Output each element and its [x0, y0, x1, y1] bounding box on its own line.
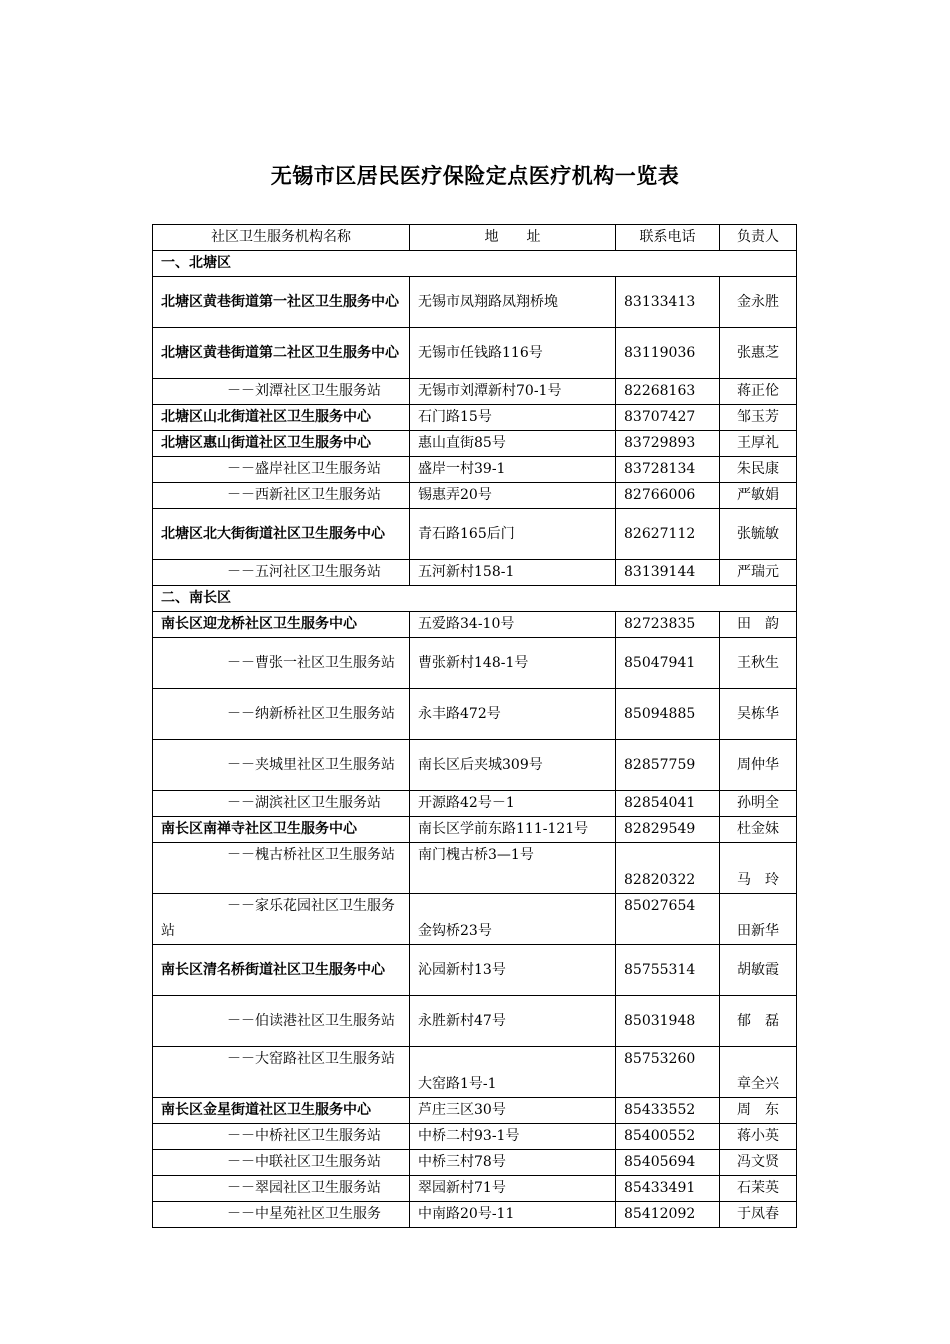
address-cell: 南长区学前东路111-121号: [410, 817, 616, 843]
person-cell: 金永胜: [720, 277, 797, 328]
name-cell: 南长区南禅寺社区卫生服务中心: [153, 817, 410, 843]
phone-cell: 83139144: [616, 560, 720, 586]
phone-cell: 82820322: [616, 843, 720, 894]
address-cell: 金钩桥23号: [410, 894, 616, 945]
person-cell: 章全兴: [720, 1047, 797, 1098]
name-cell: －－伯读港社区卫生服务站: [153, 996, 410, 1047]
phone-cell: 85031948: [616, 996, 720, 1047]
address-cell: 中桥二村93-1号: [410, 1124, 616, 1150]
table-row: [153, 379, 797, 405]
address-cell: 曹张新村148-1号: [410, 638, 616, 689]
name-cell: －－中星苑社区卫生服务: [153, 1202, 410, 1228]
phone-cell: 83707427: [616, 405, 720, 431]
address-cell: 南长区后夹城309号: [410, 740, 616, 791]
address-cell: 中南路20号-11: [410, 1202, 616, 1228]
phone-cell: 85405694: [616, 1150, 720, 1176]
person-cell: 严瑞元: [720, 560, 797, 586]
address-cell: 盛岸一村39-1: [410, 457, 616, 483]
name-cell: －－刘潭社区卫生服务站: [153, 379, 410, 405]
table-row: [153, 1124, 797, 1150]
address-cell: 惠山直街85号: [410, 431, 616, 457]
table-row: [153, 277, 797, 328]
table-row: [153, 1098, 797, 1124]
table-row: [153, 457, 797, 483]
phone-cell: 85753260: [616, 1047, 720, 1098]
phone-cell: 85433491: [616, 1176, 720, 1202]
name-cell: －－夹城里社区卫生服务站: [153, 740, 410, 791]
name-cell: 北塘区黄巷街道第二社区卫生服务中心: [153, 328, 410, 379]
table-row: [153, 560, 797, 586]
name-cell: －－西新社区卫生服务站: [153, 483, 410, 509]
table-row: [153, 1150, 797, 1176]
address-cell: 无锡市刘潭新村70-1号: [410, 379, 616, 405]
phone-cell: 85755314: [616, 945, 720, 996]
name-cell: －－纳新桥社区卫生服务站: [153, 689, 410, 740]
table-row: [153, 431, 797, 457]
section-row: [153, 251, 797, 277]
person-cell: 邹玉芳: [720, 405, 797, 431]
person-cell: 周仲华: [720, 740, 797, 791]
person-cell: 吴栋华: [720, 689, 797, 740]
name-cell: －－大窑路社区卫生服务站: [153, 1047, 410, 1098]
address-cell: 青石路165后门: [410, 509, 616, 560]
phone-cell: 85412092: [616, 1202, 720, 1228]
person-cell: 周 东: [720, 1098, 797, 1124]
phone-cell: 82627112: [616, 509, 720, 560]
table-row: [153, 509, 797, 560]
address-cell: 翠园新村71号: [410, 1176, 616, 1202]
phone-cell: 85047941: [616, 638, 720, 689]
name-cell: －－翠园社区卫生服务站: [153, 1176, 410, 1202]
table-row: [153, 1202, 797, 1228]
name-cell: －－曹张一社区卫生服务站: [153, 638, 410, 689]
section-row: [153, 586, 797, 612]
name-cell: －－中联社区卫生服务站: [153, 1150, 410, 1176]
address-cell: 大窑路1号-1: [410, 1047, 616, 1098]
table-row: [153, 483, 797, 509]
address-cell: 无锡市任钱路116号: [410, 328, 616, 379]
name-cell: －－湖滨社区卫生服务站: [153, 791, 410, 817]
section-label: 一、北塘区: [153, 251, 797, 277]
table-row: [153, 894, 797, 945]
person-cell: 于凤春: [720, 1202, 797, 1228]
phone-cell: 83729893: [616, 431, 720, 457]
phone-cell: 82857759: [616, 740, 720, 791]
person-cell: 蒋小英: [720, 1124, 797, 1150]
person-cell: 胡敏霞: [720, 945, 797, 996]
address-cell: 永胜新村47号: [410, 996, 616, 1047]
table-row: [153, 843, 797, 894]
person-cell: 孙明全: [720, 791, 797, 817]
header-person: 负责人: [720, 225, 797, 251]
person-cell: 蒋正伦: [720, 379, 797, 405]
table-row: [153, 817, 797, 843]
header-phone: 联系电话: [616, 225, 720, 251]
name-cell: －－槐古桥社区卫生服务站: [153, 843, 410, 894]
name-cell: 南长区金星街道社区卫生服务中心: [153, 1098, 410, 1124]
address-cell: 开源路42号－1: [410, 791, 616, 817]
address-cell: 锡惠弄20号: [410, 483, 616, 509]
table-row: [153, 638, 797, 689]
table-row: [153, 945, 797, 996]
phone-cell: 82723835: [616, 612, 720, 638]
table-row: [153, 689, 797, 740]
name-cell: 南长区清名桥街道社区卫生服务中心: [153, 945, 410, 996]
table-body: [153, 225, 797, 1228]
address-cell: 永丰路472号: [410, 689, 616, 740]
table-row: [153, 996, 797, 1047]
table-row: [153, 405, 797, 431]
name-cell: 北塘区山北街道社区卫生服务中心: [153, 405, 410, 431]
phone-cell: 82854041: [616, 791, 720, 817]
name-cell: 北塘区黄巷街道第一社区卫生服务中心: [153, 277, 410, 328]
person-cell: 马 玲: [720, 843, 797, 894]
person-cell: 杜金妹: [720, 817, 797, 843]
address-cell: 中桥三村78号: [410, 1150, 616, 1176]
table-row: [153, 1176, 797, 1202]
table-row: [153, 612, 797, 638]
table-row: [153, 1047, 797, 1098]
section-label: 二、南长区: [153, 586, 797, 612]
person-cell: 王厚礼: [720, 431, 797, 457]
institution-table: [152, 224, 797, 1228]
header-name: 社区卫生服务机构名称: [153, 225, 410, 251]
phone-cell: 85027654: [616, 894, 720, 945]
address-cell: 五河新村158-1: [410, 560, 616, 586]
name-cell: 北塘区惠山街道社区卫生服务中心: [153, 431, 410, 457]
person-cell: 田新华: [720, 894, 797, 945]
table-row: [153, 791, 797, 817]
phone-cell: 83728134: [616, 457, 720, 483]
address-cell: 无锡市凤翔路凤翔桥堍: [410, 277, 616, 328]
address-cell: 沁园新村13号: [410, 945, 616, 996]
table-row: [153, 740, 797, 791]
table-header-row: [153, 225, 797, 251]
address-cell: 石门路15号: [410, 405, 616, 431]
table-row: [153, 328, 797, 379]
name-cell: 南长区迎龙桥社区卫生服务中心: [153, 612, 410, 638]
name-cell: －－家乐花园社区卫生服务站: [153, 894, 410, 945]
address-cell: 芦庄三区30号: [410, 1098, 616, 1124]
person-cell: 张惠芝: [720, 328, 797, 379]
name-cell: －－中桥社区卫生服务站: [153, 1124, 410, 1150]
phone-cell: 85400552: [616, 1124, 720, 1150]
phone-cell: 82829549: [616, 817, 720, 843]
person-cell: 冯文贤: [720, 1150, 797, 1176]
phone-cell: 82766006: [616, 483, 720, 509]
person-cell: 张毓敏: [720, 509, 797, 560]
name-cell: －－盛岸社区卫生服务站: [153, 457, 410, 483]
person-cell: 石茉英: [720, 1176, 797, 1202]
person-cell: 王秋生: [720, 638, 797, 689]
person-cell: 田 韵: [720, 612, 797, 638]
name-cell: －－五河社区卫生服务站: [153, 560, 410, 586]
document-title: 无锡市区居民医疗保险定点医疗机构一览表: [270, 163, 680, 188]
address-cell: 五爱路34-10号: [410, 612, 616, 638]
person-cell: 郁 磊: [720, 996, 797, 1047]
person-cell: 朱民康: [720, 457, 797, 483]
phone-cell: 83133413: [616, 277, 720, 328]
person-cell: 严敏娟: [720, 483, 797, 509]
phone-cell: 82268163: [616, 379, 720, 405]
header-address: 地 址: [410, 225, 616, 251]
name-cell: 北塘区北大街街道社区卫生服务中心: [153, 509, 410, 560]
address-cell: 南门槐古桥3—1号: [410, 843, 616, 894]
phone-cell: 85433552: [616, 1098, 720, 1124]
phone-cell: 83119036: [616, 328, 720, 379]
phone-cell: 85094885: [616, 689, 720, 740]
